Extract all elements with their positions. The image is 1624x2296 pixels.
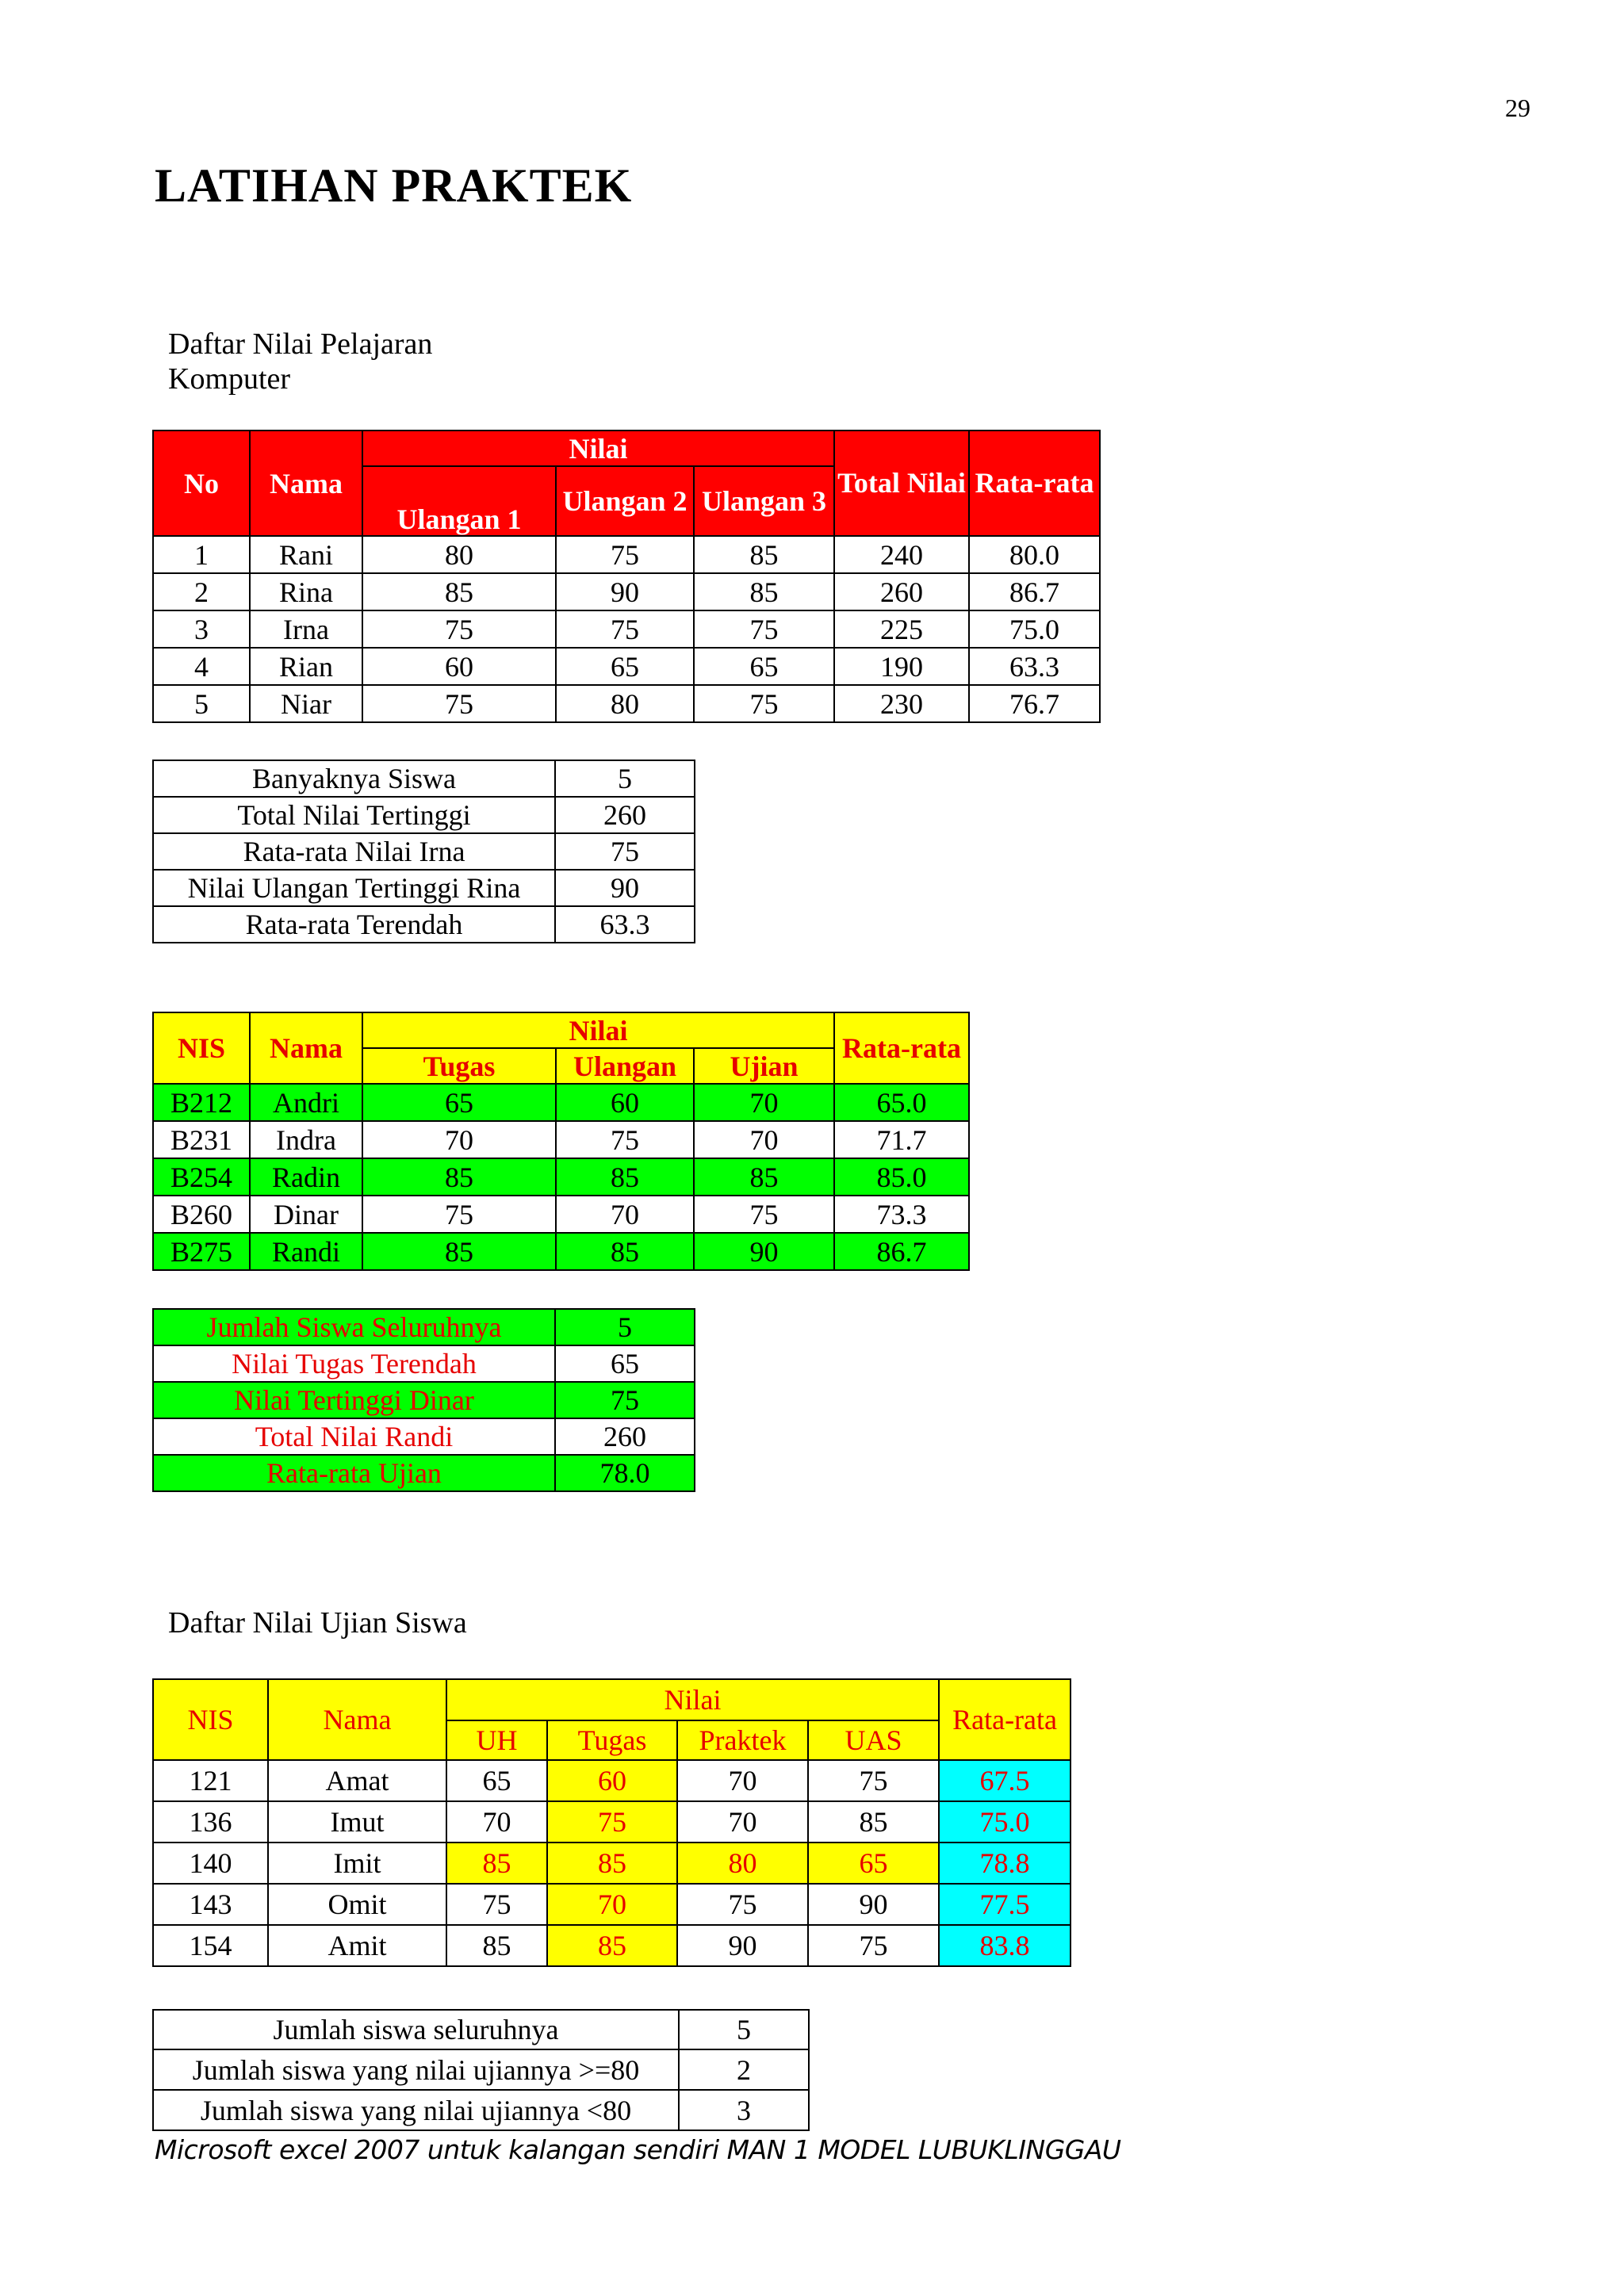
cell-uh: 75 xyxy=(446,1884,547,1925)
cell-tugas: 85 xyxy=(547,1925,677,1966)
cell-nama: Dinar xyxy=(250,1196,362,1233)
cell-total: 230 xyxy=(834,685,969,722)
cell-ulangan2: 75 xyxy=(556,536,694,573)
cell-rata: 76.7 xyxy=(969,685,1100,722)
cell-rata: 73.3 xyxy=(834,1196,969,1233)
cell-rata: 65.0 xyxy=(834,1084,969,1121)
header-ulangan-3: Ulangan 3 xyxy=(694,466,834,536)
cell-ujian: 90 xyxy=(694,1233,834,1270)
cell-nama: Imut xyxy=(268,1801,446,1843)
table-row xyxy=(153,1801,1071,1843)
summary-label: Total Nilai Randi xyxy=(153,1418,555,1455)
header-nis: NIS xyxy=(153,1679,268,1760)
summary-value: 90 xyxy=(555,870,695,906)
summary-label: Rata-rata Terendah xyxy=(153,906,555,943)
cell-rata: 80.0 xyxy=(969,536,1100,573)
summary-row xyxy=(153,2090,809,2130)
header-ulangan: Ulangan xyxy=(556,1048,694,1084)
cell-no: 4 xyxy=(153,648,250,685)
table-row xyxy=(153,1233,969,1270)
cell-tugas: 75 xyxy=(547,1801,677,1843)
cell-praktek: 80 xyxy=(677,1843,808,1884)
cell-ujian: 85 xyxy=(694,1158,834,1196)
cell-nis: B275 xyxy=(153,1233,250,1270)
header-nama: Nama xyxy=(268,1679,446,1760)
section3-caption: Daftar Nilai Ujian Siswa xyxy=(168,1606,467,1640)
summary-label: Nilai Tugas Terendah xyxy=(153,1345,555,1382)
cell-tugas: 60 xyxy=(547,1760,677,1801)
summary-row xyxy=(153,870,695,906)
table-row xyxy=(153,1760,1071,1801)
header-nama: Nama xyxy=(250,1012,362,1084)
cell-tugas: 70 xyxy=(362,1121,556,1158)
summary-value: 3 xyxy=(679,2090,809,2130)
cell-tugas: 70 xyxy=(547,1884,677,1925)
cell-no: 1 xyxy=(153,536,250,573)
cell-rata: 86.7 xyxy=(834,1233,969,1270)
header-ulangan-1: Ulangan 1 xyxy=(362,466,556,536)
summary-row xyxy=(153,833,695,870)
table-row xyxy=(153,1925,1071,1966)
header-nilai: Nilai xyxy=(446,1679,939,1720)
summary-value: 260 xyxy=(555,797,695,833)
summary-row xyxy=(153,760,695,797)
cell-nama: Irna xyxy=(250,610,362,648)
header-tugas: Tugas xyxy=(362,1048,556,1084)
header-total-nilai: Total Nilai xyxy=(834,430,969,536)
table-row xyxy=(153,610,1100,648)
summary-value: 65 xyxy=(555,1345,695,1382)
table-row xyxy=(153,1196,969,1233)
cell-nama: Indra xyxy=(250,1121,362,1158)
cell-ulangan: 85 xyxy=(556,1233,694,1270)
cell-ulangan1: 85 xyxy=(362,573,556,610)
summary-label: Rata-rata Nilai Irna xyxy=(153,833,555,870)
cell-rata: 78.8 xyxy=(939,1843,1071,1884)
summary-row xyxy=(153,797,695,833)
cell-uas: 85 xyxy=(808,1801,939,1843)
header-nilai: Nilai xyxy=(362,430,834,466)
cell-no: 3 xyxy=(153,610,250,648)
cell-uas: 75 xyxy=(808,1925,939,1966)
summary-row xyxy=(153,1382,695,1418)
summary-value: 5 xyxy=(679,2010,809,2049)
cell-tugas: 85 xyxy=(362,1158,556,1196)
header-no: No xyxy=(153,430,250,536)
summary-value: 2 xyxy=(679,2049,809,2090)
summary-value: 75 xyxy=(555,833,695,870)
cell-praktek: 75 xyxy=(677,1884,808,1925)
cell-uas: 90 xyxy=(808,1884,939,1925)
cell-nama: Rian xyxy=(250,648,362,685)
summary-row xyxy=(153,2010,809,2049)
cell-ulangan: 85 xyxy=(556,1158,694,1196)
cell-total: 260 xyxy=(834,573,969,610)
cell-ulangan1: 80 xyxy=(362,536,556,573)
cell-nis: B260 xyxy=(153,1196,250,1233)
grades-table-tugas xyxy=(152,1012,970,1271)
header-rata-rata: Rata-rata xyxy=(834,1012,969,1084)
cell-ulangan2: 90 xyxy=(556,573,694,610)
summary-row xyxy=(153,1418,695,1455)
cell-nis: 140 xyxy=(153,1843,268,1884)
table-row xyxy=(153,685,1100,722)
header-nama: Nama xyxy=(250,430,362,536)
cell-nis: 154 xyxy=(153,1925,268,1966)
cell-rata: 85.0 xyxy=(834,1158,969,1196)
cell-total: 225 xyxy=(834,610,969,648)
cell-rata: 67.5 xyxy=(939,1760,1071,1801)
cell-uas: 65 xyxy=(808,1843,939,1884)
cell-praktek: 90 xyxy=(677,1925,808,1966)
cell-nis: B212 xyxy=(153,1084,250,1121)
cell-nis: 121 xyxy=(153,1760,268,1801)
summary-label: Jumlah siswa seluruhnya xyxy=(153,2010,679,2049)
cell-rata: 86.7 xyxy=(969,573,1100,610)
cell-ulangan1: 60 xyxy=(362,648,556,685)
cell-tugas: 85 xyxy=(362,1233,556,1270)
cell-total: 240 xyxy=(834,536,969,573)
cell-ulangan3: 75 xyxy=(694,685,834,722)
summary-table-ujian xyxy=(152,2009,810,2131)
cell-ujian: 70 xyxy=(694,1084,834,1121)
cell-uas: 75 xyxy=(808,1760,939,1801)
cell-nama: Amat xyxy=(268,1760,446,1801)
cell-ulangan3: 85 xyxy=(694,536,834,573)
cell-praktek: 70 xyxy=(677,1760,808,1801)
table-row xyxy=(153,573,1100,610)
cell-nama: Rina xyxy=(250,573,362,610)
summary-value: 5 xyxy=(555,1309,695,1345)
cell-nama: Imit xyxy=(268,1843,446,1884)
summary-row xyxy=(153,906,695,943)
summary-table-komputer xyxy=(152,760,695,943)
cell-ujian: 75 xyxy=(694,1196,834,1233)
header-tugas: Tugas xyxy=(547,1720,677,1760)
header-uas: UAS xyxy=(808,1720,939,1760)
cell-ulangan: 60 xyxy=(556,1084,694,1121)
header-praktek: Praktek xyxy=(677,1720,808,1760)
table-row xyxy=(153,1158,969,1196)
summary-row xyxy=(153,1345,695,1382)
summary-value: 260 xyxy=(555,1418,695,1455)
summary-value: 78.0 xyxy=(555,1455,695,1491)
cell-ulangan2: 65 xyxy=(556,648,694,685)
cell-rata: 63.3 xyxy=(969,648,1100,685)
header-nilai: Nilai xyxy=(362,1012,834,1048)
cell-uh: 70 xyxy=(446,1801,547,1843)
cell-ulangan2: 75 xyxy=(556,610,694,648)
cell-ulangan3: 75 xyxy=(694,610,834,648)
cell-nama: Radin xyxy=(250,1158,362,1196)
summary-value: 75 xyxy=(555,1382,695,1418)
header-nis: NIS xyxy=(153,1012,250,1084)
grades-table-komputer xyxy=(152,430,1101,723)
table-row xyxy=(153,1884,1071,1925)
summary-label: Jumlah siswa yang nilai ujiannya <80 xyxy=(153,2090,679,2130)
cell-total: 190 xyxy=(834,648,969,685)
cell-nama: Amit xyxy=(268,1925,446,1966)
header-uh: UH xyxy=(446,1720,547,1760)
page-number: 29 xyxy=(1505,94,1530,122)
cell-nama: Rani xyxy=(250,536,362,573)
header-rata-rata: Rata-rata xyxy=(939,1679,1071,1760)
cell-tugas: 75 xyxy=(362,1196,556,1233)
cell-ulangan1: 75 xyxy=(362,610,556,648)
cell-uh: 85 xyxy=(446,1925,547,1966)
page-footer: Microsoft excel 2007 untuk kalangan sendiri MAN 1 MODEL LUBUKLINGGAU xyxy=(155,2134,1121,2165)
cell-nama: Omit xyxy=(268,1884,446,1925)
summary-value: 5 xyxy=(555,760,695,797)
cell-nis: 136 xyxy=(153,1801,268,1843)
page-title: LATIHAN PRAKTEK xyxy=(155,159,633,212)
summary-label: Rata-rata Ujian xyxy=(153,1455,555,1491)
cell-rata: 83.8 xyxy=(939,1925,1071,1966)
summary-table-tugas xyxy=(152,1308,695,1492)
cell-rata: 75.0 xyxy=(969,610,1100,648)
summary-label: Jumlah Siswa Seluruhnya xyxy=(153,1309,555,1345)
cell-rata: 77.5 xyxy=(939,1884,1071,1925)
section1-caption-line1: Daftar Nilai Pelajaran xyxy=(168,327,433,361)
summary-row xyxy=(153,1455,695,1491)
grades-table-ujian xyxy=(152,1678,1071,1967)
section1-caption xyxy=(168,327,432,396)
cell-ulangan3: 65 xyxy=(694,648,834,685)
summary-row xyxy=(153,2049,809,2090)
summary-label: Jumlah siswa yang nilai ujiannya >=80 xyxy=(153,2049,679,2090)
cell-ujian: 70 xyxy=(694,1121,834,1158)
cell-ulangan2: 80 xyxy=(556,685,694,722)
cell-uh: 85 xyxy=(446,1843,547,1884)
summary-label: Total Nilai Tertinggi xyxy=(153,797,555,833)
cell-uh: 65 xyxy=(446,1760,547,1801)
table-row xyxy=(153,536,1100,573)
cell-ulangan1: 75 xyxy=(362,685,556,722)
table-row xyxy=(153,1843,1071,1884)
cell-no: 5 xyxy=(153,685,250,722)
summary-row xyxy=(153,1309,695,1345)
summary-label: Nilai Ulangan Tertinggi Rina xyxy=(153,870,555,906)
summary-value: 63.3 xyxy=(555,906,695,943)
cell-rata: 75.0 xyxy=(939,1801,1071,1843)
cell-tugas: 65 xyxy=(362,1084,556,1121)
cell-nis: B254 xyxy=(153,1158,250,1196)
cell-rata: 71.7 xyxy=(834,1121,969,1158)
table-row xyxy=(153,1084,969,1121)
header-ulangan-2: Ulangan 2 xyxy=(556,466,694,536)
cell-ulangan: 70 xyxy=(556,1196,694,1233)
header-rata-rata: Rata-rata xyxy=(969,430,1100,536)
table-row xyxy=(153,1121,969,1158)
cell-nama: Andri xyxy=(250,1084,362,1121)
cell-nama: Randi xyxy=(250,1233,362,1270)
cell-ulangan3: 85 xyxy=(694,573,834,610)
summary-label: Banyaknya Siswa xyxy=(153,760,555,797)
section1-caption-line2: Komputer xyxy=(168,362,291,396)
cell-nama: Niar xyxy=(250,685,362,722)
cell-no: 2 xyxy=(153,573,250,610)
cell-tugas: 85 xyxy=(547,1843,677,1884)
summary-label: Nilai Tertinggi Dinar xyxy=(153,1382,555,1418)
cell-nis: B231 xyxy=(153,1121,250,1158)
cell-praktek: 70 xyxy=(677,1801,808,1843)
cell-nis: 143 xyxy=(153,1884,268,1925)
cell-ulangan: 75 xyxy=(556,1121,694,1158)
table-row xyxy=(153,648,1100,685)
header-ujian: Ujian xyxy=(694,1048,834,1084)
